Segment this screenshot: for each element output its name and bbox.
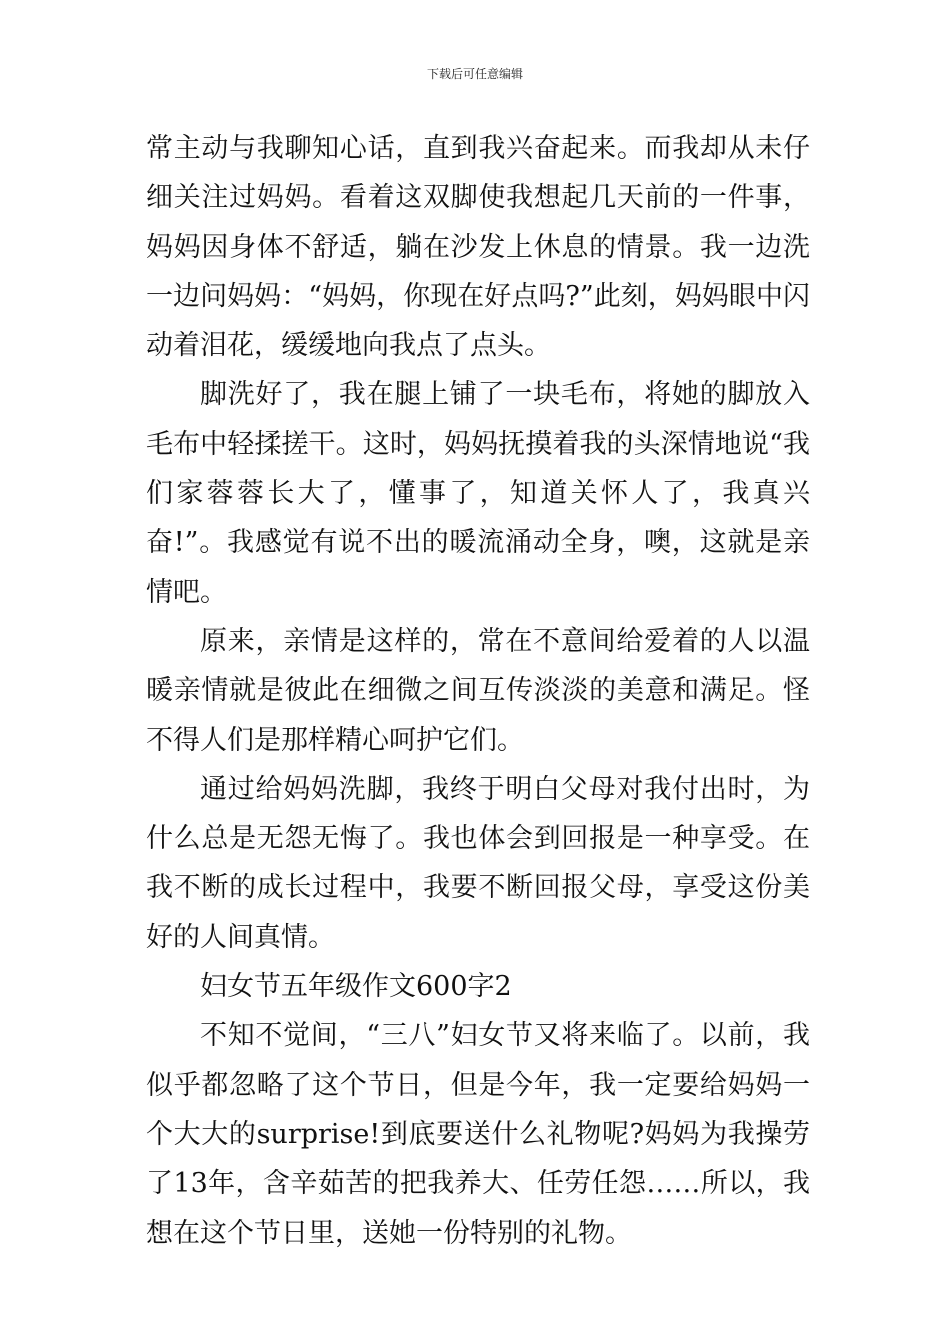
paragraph-4: 通过给妈妈洗脚，我终于明白父母对我付出时，为什么总是无怨无悔了。我也体会到回报是一种享受。在我不断的成长过程中，我要不断回报父母，享受这份美好的人间真情。 [146,773,810,953]
section-heading: 妇女节五年级作文600字2 [200,971,512,1003]
document-body [146,124,810,1258]
paragraph-5: 不知不觉间，“三八”妇女节又将来临了。以前，我似乎都忽略了这个节日，但是今年，我一定要给妈妈一个大大的surprise!到底要送什么礼物呢?妈妈为我操劳了13年，含辛茹苦的把我养大、任劳任怨……所以，我想在这个节日里，送她一份特别的礼物。 [146,1020,810,1249]
paragraph-3: 原来，亲情是这样的，常在不意间给爱着的人以温暖亲情就是彼此在细微之间互传淡淡的美意和满足。怪不得人们是那样精心呵护它们。 [146,625,810,756]
paragraph-2: 脚洗好了，我在腿上铺了一块毛布，将她的脚放入毛布中轻揉搓干。这时，妈妈抚摸着我的头深情地说“我们家蓉蓉长大了，懂事了，知道关怀人了，我真兴奋!”。我感觉有说不出的暖流涌动全身，噢，这就是亲情吧。 [146,379,810,608]
header-note: 下载后可任意编辑 [426,67,523,81]
paragraph-1: 常主动与我聊知心话，直到我兴奋起来。而我却从未仔细关注过妈妈。看着这双脚使我想起几天前的一件事，妈妈因身体不舒适，躺在沙发上休息的情景。我一边洗一边问妈妈：“妈妈，你现在好点吗?”此刻，妈妈眼中闪动着泪花，缓缓地向我点了点头。 [146,133,810,362]
